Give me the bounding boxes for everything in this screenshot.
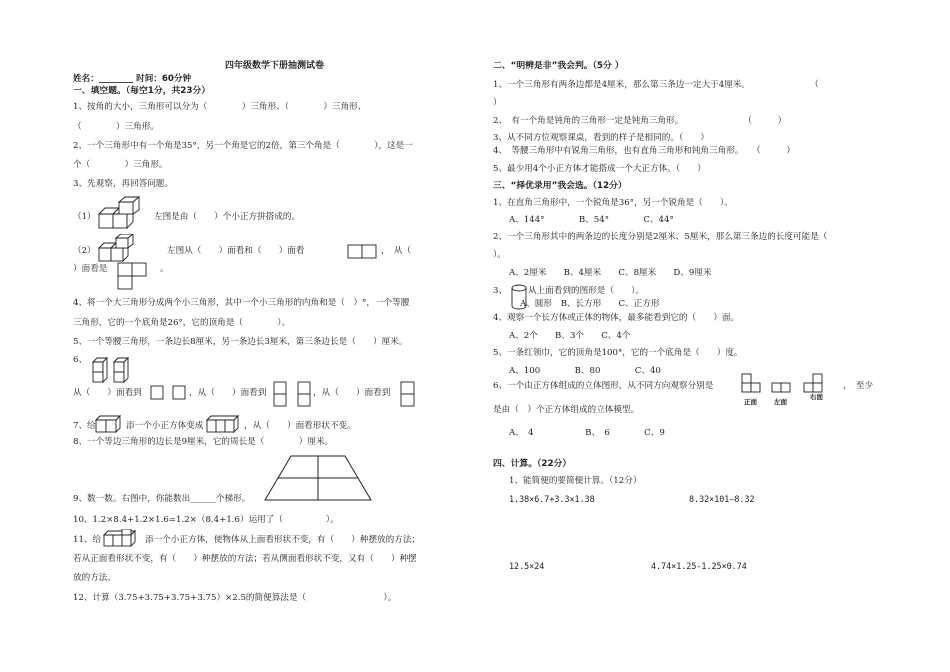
judge-4: 4、 等腰三角形中有锐角三角形，也有直角三角形和钝角三角形。 （ ）	[493, 146, 795, 156]
choice-2-options: A、2厘米 B、4厘米 C、8厘米 D、9厘米	[509, 268, 712, 278]
q1-line1: 1、按角的大小，三角形可以分为（ ）三角形、（ ）三角形、	[73, 102, 367, 112]
choice-6-tail: ， 至少	[843, 381, 874, 391]
small-cubes-figure	[95, 414, 123, 434]
view-separate-squares	[150, 385, 186, 400]
q3-2-text: 左图从（ ）面看和（ ）面看	[167, 246, 305, 256]
judge-3: 3、从不同方位观察课桌，看到的样子是相同的。（ ）	[493, 133, 710, 143]
q3-2-label: （2）	[73, 246, 96, 256]
choice-4: 4、观察一个长方体或正体的物体，最多能看到它的（ ）面。	[493, 313, 740, 323]
q7-text: 添一个小正方体变成	[126, 421, 204, 431]
choice-2-line1: 2、一个三角形其中的两条边的长度分别是2厘米、5厘米，那么第三条边的长度可能是（	[493, 232, 828, 242]
q8-line: 8、一个等边三角形的边长是9厘米，它的周长是（ ）厘米。	[73, 437, 334, 447]
three-views-figure	[740, 372, 840, 396]
choice-3-text: 从上面看到的图形是（ ）。	[528, 286, 645, 296]
view-label-right: 右面	[810, 393, 823, 401]
choice-2-line2: ）。	[493, 250, 506, 260]
student-info: 姓名：________ 时间：60分钟	[73, 74, 192, 84]
calc-intro: 1、能简便的要简便计算。（12分）	[509, 476, 642, 486]
judge-1-line2: ）	[493, 98, 502, 108]
three-cubes-figure	[206, 414, 240, 434]
q11-line3: 放的方法。	[73, 573, 116, 583]
q11-label: 11、给	[73, 535, 102, 545]
q2-line2: 个（ ）三角形。	[73, 160, 168, 170]
view-label-left: 左面	[774, 398, 787, 406]
q7-label: 7、给	[73, 421, 96, 431]
calc-expr-4: 4.74×1.25-1.25×0.74	[651, 561, 747, 571]
q1-line2: （ ）三角形。	[73, 122, 159, 132]
view-l-shape	[117, 262, 147, 290]
section-4-heading: 四、计算。（22分）	[493, 459, 572, 469]
section-3-heading: 三、“择优录用”我会选。（12分）	[493, 181, 627, 191]
section-2-heading: 二、“明辨是非”我会判。（5分 ）	[493, 61, 624, 71]
page-title: 四年级数学下册抽测试卷	[225, 61, 325, 71]
cube-stack-figure-2	[97, 234, 143, 264]
q9-line: 9、数一数。右图中，你能数出______个梯形。	[73, 494, 251, 504]
section-1-heading: 一、填空题。（每空1分，共23分）	[73, 86, 211, 96]
choice-1-options: A、144° B、54° C、44°	[509, 215, 674, 225]
view-two-columns	[273, 381, 311, 407]
q3-2-text-b: ， 从（	[381, 246, 412, 256]
q3-1-label: （1）	[73, 212, 96, 222]
view-single-column	[400, 381, 416, 407]
q5-line: 5、一个等腰三角形，一条边长8厘米，另一条边长3厘米，第三条边长是（ ）厘米。	[73, 337, 408, 347]
q12-line: 12、计算（3.75+3.75+3.75+3.75）×2.5的简便算法是（ ）。	[73, 593, 397, 603]
view-label-front: 正面	[744, 398, 757, 406]
calc-expr-2: 8.32×101—8.32	[689, 494, 755, 504]
q6-view1: 从（ ）面看到	[73, 388, 142, 398]
cube-stack-figure-1	[97, 196, 149, 232]
view-two-squares	[347, 244, 377, 259]
q3-1-text: 左图是由（ ）个小正方拼搭成的。	[154, 212, 301, 222]
judge-5: 5、最少用4个小正方体才能搭成一个大正方体。（ ）	[493, 164, 706, 174]
q6-view2: ，从（ ）面看到	[189, 388, 267, 398]
q6-view3: ，从（ ）面看到	[313, 388, 391, 398]
q4-line2: 三角形，它的一个底角是26°，它的顶角是（ ）。	[73, 318, 291, 328]
q2-line1: 2、一个三角形中有一个角是35°，另一个角是它的2倍，第三个角是（ ），这是一	[73, 141, 413, 151]
calc-expr-1: 1.38×6.7+3.3×1.38	[509, 494, 595, 504]
choice-3-options: A、圆形 B、长方形 C、正方形	[520, 299, 660, 309]
q3-2-end: 。	[160, 264, 169, 274]
trapezoid-figure	[263, 454, 373, 502]
choice-3-label: 3、	[493, 286, 508, 296]
choice-5-options: A、100 B、80 C、40	[509, 366, 661, 376]
judge-2: 2、 有一个角是钝角的三角形一定是钝角三角形。 （ ）	[493, 116, 787, 126]
choice-1: 1、在直角三角形中，一个锐角是36°，另一个锐角是（ ）。	[493, 198, 733, 208]
q6-label: 6、	[73, 355, 88, 365]
q4-line1: 4、将一个大三角形分成两个小三角形，其中一个小三角形的内角和是（ ）°，一个等腰	[73, 298, 410, 308]
q3-intro: 3、先观察，再回答问题。	[73, 179, 173, 189]
two-column-cubes-figure	[92, 356, 134, 384]
q10-line: 10、1.2×8.4+1.2×1.6=1.2×（8.4+1.6）运用了（ ）。	[73, 515, 339, 525]
row-cubes-figure	[103, 529, 143, 549]
choice-6-line1: 6、一个由正方体组成的立体图形，从不同方向观察分别是	[493, 381, 714, 391]
choice-6-options: A、 4 B、 6 C、9	[509, 428, 665, 438]
choice-6-line2: 是由（ ）个正方体组成的立体模型。	[493, 405, 640, 415]
q7-end: ，从（ ）面看形状不变。	[244, 421, 356, 431]
calc-expr-3: 12.5×24	[509, 561, 545, 571]
choice-4-options: A、2个 B、3个 C、4个	[509, 331, 631, 341]
q11-line2: 若从正面看形状不变，有（ ）种摆放的方法；若从侧面看形状不变，又有（ ）种摆	[73, 554, 417, 564]
q3-2-text-c: ）面看是	[73, 264, 108, 274]
q11-line1: 添一个小正方体，使物体从上面看形状不变，有（ ）种摆放的方法；	[145, 535, 421, 545]
choice-5: 5、一条红领巾，它的顶角是100°，它的一个底角是（ ）度。	[493, 348, 743, 358]
judge-1-line1: 1、一个三角形有两条边都是4厘米，那么第三条边一定大于4厘米。 （	[493, 80, 819, 90]
